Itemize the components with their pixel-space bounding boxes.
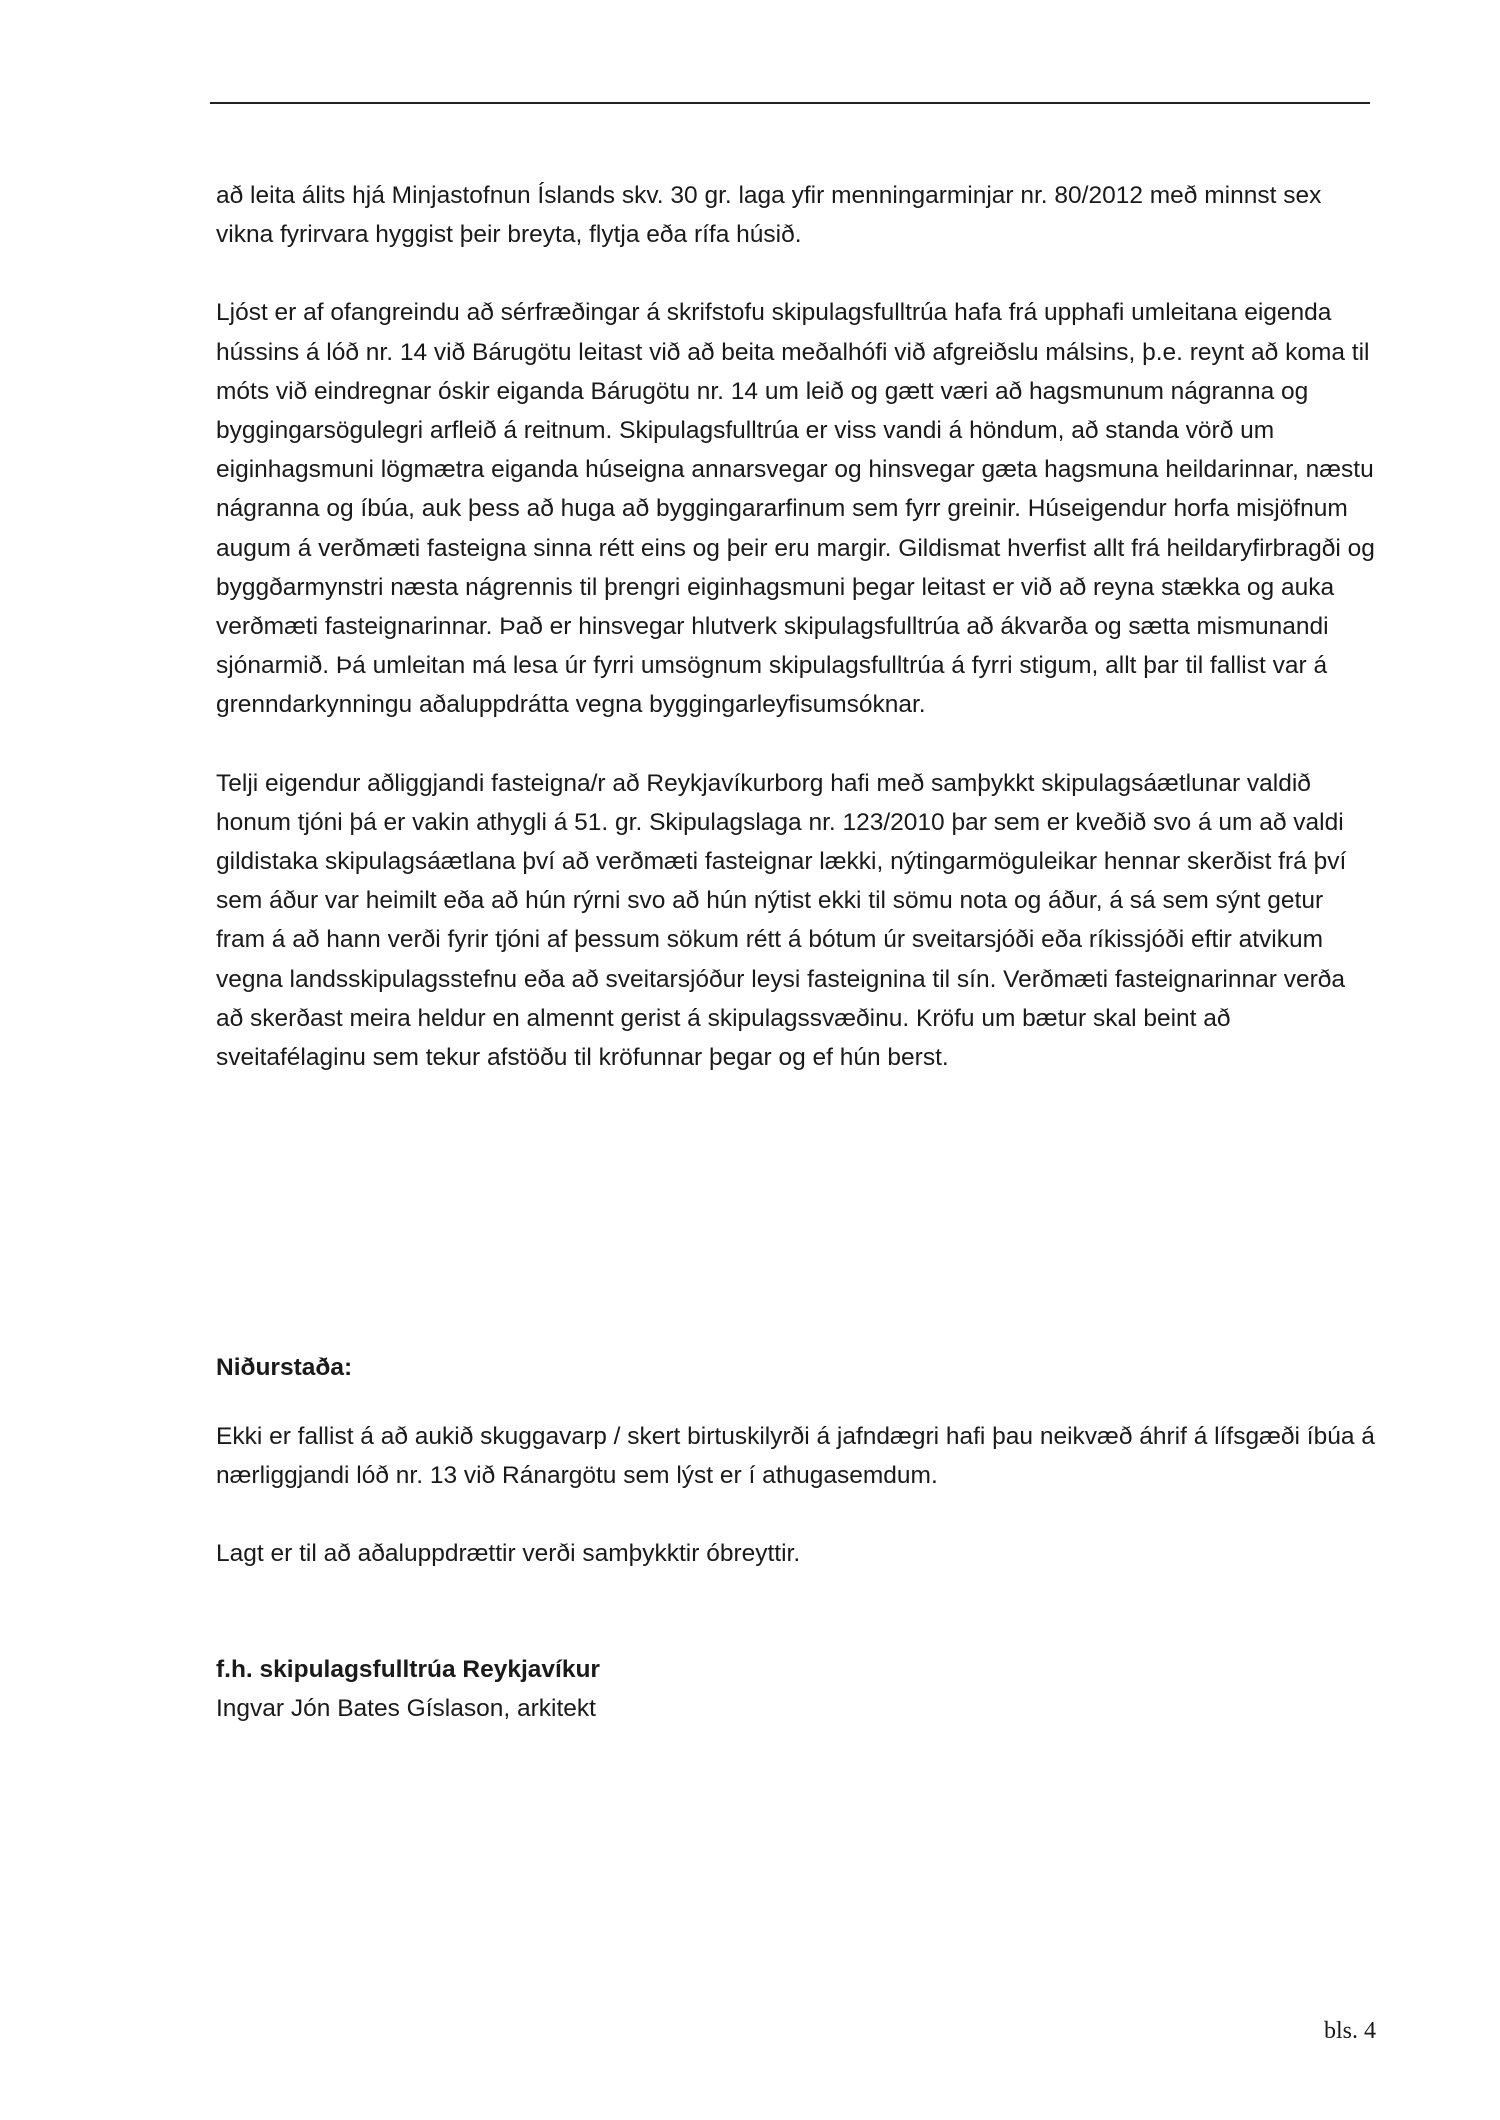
signature-title: f.h. skipulagsfulltrúa Reykjavíkur xyxy=(216,1656,600,1683)
page-number: bls. 4 xyxy=(1323,2018,1376,2044)
header-rule xyxy=(210,102,1370,104)
body-paragraph-2: Ljóst er af ofangreindu að sérfræðingar á skrifstofu skipulagsfulltrúa hafa frá upphafi umleitana eigenda hússins á lóð nr. 14 við Bárugötu leitast við að beita meðalhófi við afgreiðslu málsins, þ.e. reynt að koma til móts við eindregnar óskir eiganda Bárugötu nr. 14 um leið og gætt væri að hagsmunum nágranna og byggingarsögulegri arfleið á reitnum. Skipulagsfulltrúa er viss vandi á höndum, að standa vörð um eiginhagsmuni lögmætra eiganda húseigna annarsvegar og hinsvegar gæta hagsmuna heildarinnar, næstu nágranna og íbúa, auk þess að huga að byggingararfinum sem fyrr greinir. Húseigendur horfa misjöfnum augum á verðmæti fasteigna sinna rétt eins og þeir eru margir. Gildismat hverfist allt frá heildaryfirbragði og byggðarmynstri næsta nágrennis til þrengri eiginhagsmuni þegar leitast er við að reyna stækka og auka verðmæti fasteignarinnar. Það er hinsvegar hlutverk skipulagsfulltrúa að ákvarða og sætta mismunandi sjónarmið. Þá umleitan má lesa úr fyrri umsögnum skipulagsfulltrúa á fyrri stigum, allt þar til fallist var á grenndarkynningu aðaluppdrátta vegna byggingarleyfisumsóknar. xyxy=(216,299,1375,719)
body-paragraph-3: Telji eigendur aðliggjandi fasteigna/r að Reykjavíkurborg hafi með samþykkt skipulagsáætlunar valdið honum tjóni þá er vakin athygli á 51. gr. Skipulagslaga nr. 123/2010 þar sem er kveðið svo á um að valdi gildistaka skipulagsáætlana því að verðmæti fasteignar lækki, nýtingarmöguleikar hennar skerðist frá því sem áður var heimilt eða að hún rýrni svo að hún nýtist ekki til sömu nota og áður, á sá sem sýnt getur fram á að hann verði fyrir tjóni af þessum sökum rétt á bótum úr sveitarsjóði eða ríkissjóði eftir atvikum vegna landsskipulagsstefnu eða að sveitarsjóður leysi fasteignina til sín. Verðmæti fasteignarinnar verða að skerðast meira heldur en almennt gerist á skipulagssvæðinu. Kröfu um bætur skal beint að sveitafélaginu sem tekur afstöðu til kröfunnar þegar og ef hún berst. xyxy=(216,769,1347,1072)
conclusion-paragraph-1: Ekki er fallist á að aukið skuggavarp / skert birtuskilyrði á jafndægri hafi þau neikvæð áhrif á lífsgæði íbúa á nærliggjandi lóð nr. 13 við Ránargötu sem lýst er í athugasemdum. xyxy=(216,1423,1375,1489)
signature-name: Ingvar Jón Bates Gíslason, arkitekt xyxy=(216,1695,596,1722)
body-paragraph-1: að leita álits hjá Minjastofnun Íslands skv. 30 gr. laga yfir menningarminjar nr. 80/2012 með minnst sex vikna fyrirvara hyggist þeir breyta, flytja eða rífa húsið. xyxy=(216,182,1322,249)
conclusion-paragraph-2: Lagt er til að aðaluppdrættir verði samþykktir óbreyttir. xyxy=(216,1540,801,1567)
document-body xyxy=(216,176,1376,1077)
conclusion-section xyxy=(216,1417,1376,1573)
signature-block xyxy=(216,1650,1376,1728)
conclusion-heading: Niðurstaða: xyxy=(216,1354,353,1381)
